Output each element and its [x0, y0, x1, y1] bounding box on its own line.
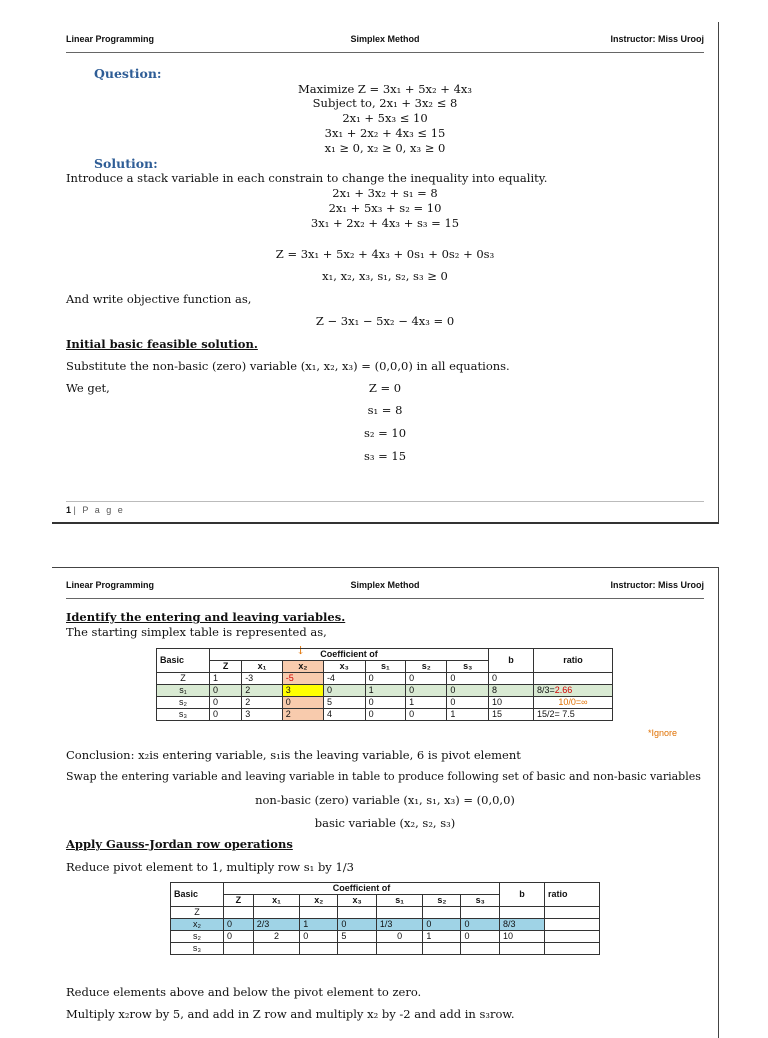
- objective-rewritten: Z − 3x₁ − 5x₂ − 4x₃ = 0: [315, 314, 455, 328]
- cell: [534, 673, 613, 685]
- cell: 10: [500, 931, 545, 943]
- write-objective-text: And write objective function as,: [66, 292, 252, 306]
- cell: 0: [282, 697, 323, 709]
- starting-table-text: The starting simplex table is represented as,: [66, 625, 327, 639]
- page-header: [66, 34, 704, 52]
- reduce-above-below-text: Reduce elements above and below the pivot element to zero.: [66, 985, 422, 999]
- cell: 0: [376, 931, 422, 943]
- table-row: [157, 685, 613, 697]
- basic-cell: s₃: [171, 943, 224, 955]
- iteration-table: [170, 882, 600, 955]
- col-header: s₃: [447, 661, 489, 673]
- solution-label: Solution:: [94, 156, 158, 171]
- header-center: Simplex Method: [350, 34, 420, 44]
- ratio-text: 8/3=: [537, 685, 555, 695]
- col-coefficient-header: Coefficient of: [224, 883, 500, 895]
- col-header: x₃: [338, 895, 377, 907]
- cell: 0: [210, 685, 242, 697]
- cell: 0: [447, 673, 489, 685]
- cell: 0: [210, 697, 242, 709]
- cell: 0: [365, 697, 406, 709]
- col-header: s₁: [376, 895, 422, 907]
- cell: 2: [242, 697, 283, 709]
- col-b-header: b: [489, 649, 534, 673]
- problem-line: 3x₁ + 2x₂ + 4x₃ ≤ 15: [324, 126, 446, 140]
- ignore-note: *Ignore: [648, 728, 678, 738]
- problem-line: Maximize Z = 3x₁ + 5x₂ + 4x₃: [298, 82, 472, 96]
- nonbasic-variables: non-basic (zero) variable (x₁, s₁, x₃) = (0,0,0): [255, 793, 515, 807]
- equality-line: 2x₁ + 5x₃ + s₂ = 10: [328, 201, 442, 215]
- cell: 10/0=∞: [534, 697, 613, 709]
- col-coefficient-header: Coefficient of: [210, 649, 489, 661]
- result-line: s₃ = 15: [363, 449, 407, 463]
- nonnegativity: x₁, x₂, x₃, s₁, s₂, s₃ ≥ 0: [322, 269, 448, 283]
- cell: 0: [489, 673, 534, 685]
- page-header: [66, 580, 704, 598]
- page-1: [52, 22, 719, 524]
- cell: 1/3: [376, 919, 422, 931]
- header-right: Instructor: Miss Urooj: [610, 34, 704, 44]
- problem-line: Subject to, 2x₁ + 3x₂ ≤ 8: [312, 96, 458, 110]
- we-get-text: We get,: [66, 381, 110, 395]
- cell: 0: [300, 931, 338, 943]
- intro-text: Introduce a stack variable in each constrain to change the inequality into equality.: [66, 171, 548, 185]
- col-header: x₁: [253, 895, 299, 907]
- cell: 0: [365, 673, 406, 685]
- col-header: s₂: [423, 895, 461, 907]
- table-row: [171, 943, 600, 955]
- ratio-cell: [534, 685, 613, 697]
- basic-cell: Z: [171, 907, 224, 919]
- col-header: s₂: [406, 661, 447, 673]
- objective-full: Z = 3x₁ + 5x₂ + 4x₃ + 0s₁ + 0s₂ + 0s₃: [275, 247, 495, 261]
- cell: 0: [447, 697, 489, 709]
- cell: 1: [210, 673, 242, 685]
- col-header: x₃: [323, 661, 365, 673]
- cell: 1: [423, 931, 461, 943]
- table-row: [157, 673, 613, 685]
- table-row: [157, 709, 613, 721]
- cell: 1: [300, 919, 338, 931]
- gauss-jordan-heading: Apply Gauss-Jordan row operations: [66, 837, 293, 851]
- basic-cell: s₂: [157, 697, 210, 709]
- header-right: Instructor: Miss Urooj: [610, 580, 704, 590]
- header-center: Simplex Method: [350, 580, 420, 590]
- col-ratio-header: ratio: [545, 883, 600, 907]
- cell: 15/2= 7.5: [534, 709, 613, 721]
- cell: 5: [338, 931, 377, 943]
- table-row: [171, 907, 600, 919]
- basic-cell: Z: [157, 673, 210, 685]
- basic-cell: s₁: [157, 685, 210, 697]
- page-number: 1: [66, 505, 72, 515]
- ratio-min: 2.66: [554, 685, 573, 695]
- cell: 0: [210, 709, 242, 721]
- table-row: [171, 919, 600, 931]
- header-rule: [66, 52, 704, 53]
- col-basic-header: Basic: [157, 649, 210, 673]
- col-basic-header: Basic: [171, 883, 224, 907]
- cell: 3: [242, 709, 283, 721]
- cell: [545, 919, 600, 931]
- page-footer: [66, 505, 125, 515]
- cell: 2/3: [253, 919, 299, 931]
- cell: -3: [242, 673, 283, 685]
- page-label: | P a g e: [73, 505, 125, 515]
- entering-leaving-heading: Identify the entering and leaving variables.: [66, 610, 346, 624]
- ibfs-heading: Initial basic feasible solution.: [66, 337, 258, 351]
- swap-text: Swap the entering variable and leaving variable in table to produce following set of basic and non-basic variables: [66, 770, 701, 783]
- cell: 1: [365, 685, 406, 697]
- col-header: s₁: [365, 661, 406, 673]
- cell: 0: [447, 685, 489, 697]
- cell: 10: [489, 697, 534, 709]
- cell: 8/3: [500, 919, 545, 931]
- question-label: Question:: [94, 66, 162, 81]
- footer-rule: [66, 501, 704, 502]
- cell: 0: [323, 685, 365, 697]
- cell: 8: [489, 685, 534, 697]
- problem-line: x₁ ≥ 0, x₂ ≥ 0, x₃ ≥ 0: [324, 141, 446, 155]
- basic-cell: s₃: [157, 709, 210, 721]
- col-header: x₂: [300, 895, 338, 907]
- basic-cell: s₂: [171, 931, 224, 943]
- basic-variables: basic variable (x₂, s₂, s₃): [314, 816, 456, 830]
- header-left: Linear Programming: [66, 34, 155, 44]
- header-rule: [66, 598, 704, 599]
- cell: 0: [461, 919, 500, 931]
- equality-line: 3x₁ + 2x₂ + 4x₃ + s₃ = 15: [310, 216, 460, 230]
- cell: 0: [406, 685, 447, 697]
- cell: 0: [406, 709, 447, 721]
- cell: 0: [423, 919, 461, 931]
- cell: 1: [447, 709, 489, 721]
- conclusion-text: Conclusion: x₂is entering variable, s₁is the leaving variable, 6 is pivot element: [66, 748, 521, 762]
- cell: -4: [323, 673, 365, 685]
- cell: 2: [253, 931, 299, 943]
- cell: 2: [242, 685, 283, 697]
- page-2: [52, 567, 719, 1038]
- col-header: x₂: [282, 661, 323, 673]
- cell: 1: [406, 697, 447, 709]
- basic-cell: x₂: [171, 919, 224, 931]
- cell: 0: [461, 931, 500, 943]
- entering-column-arrow-icon: ↓: [296, 644, 306, 657]
- result-line: s₁ = 8: [367, 403, 403, 417]
- cell: 15: [489, 709, 534, 721]
- col-header: Z: [210, 661, 242, 673]
- col-header: x₁: [242, 661, 283, 673]
- header-left: Linear Programming: [66, 580, 155, 590]
- table-row: [157, 697, 613, 709]
- cell: 4: [323, 709, 365, 721]
- col-b-header: b: [500, 883, 545, 907]
- cell: 2: [282, 709, 323, 721]
- cell: 0: [224, 931, 254, 943]
- cell: 5: [323, 697, 365, 709]
- cell: 0: [338, 919, 377, 931]
- equality-line: 2x₁ + 3x₂ + s₁ = 8: [332, 186, 438, 200]
- cell: -5: [282, 673, 323, 685]
- result-line: s₂ = 10: [363, 426, 407, 440]
- problem-line: 2x₁ + 5x₃ ≤ 10: [342, 111, 428, 125]
- pivot-cell: 3: [282, 685, 323, 697]
- reduce-pivot-text: Reduce pivot element to 1, multiply row s₁ by 1/3: [66, 860, 354, 874]
- cell: 0: [224, 919, 254, 931]
- cell: 0: [365, 709, 406, 721]
- col-header: Z: [224, 895, 254, 907]
- col-header: s₃: [461, 895, 500, 907]
- cell: [545, 931, 600, 943]
- cell: 0: [406, 673, 447, 685]
- table-row: [171, 931, 600, 943]
- multiply-rows-text: Multiply x₂row by 5, and add in Z row and multiply x₂ by -2 and add in s₃row.: [66, 1007, 515, 1021]
- result-line: Z = 0: [368, 381, 402, 395]
- col-ratio-header: ratio: [534, 649, 613, 673]
- starting-simplex-table: [156, 648, 613, 721]
- substitute-text: Substitute the non-basic (zero) variable (x₁, x₂, x₃) = (0,0,0) in all equations.: [66, 359, 510, 373]
